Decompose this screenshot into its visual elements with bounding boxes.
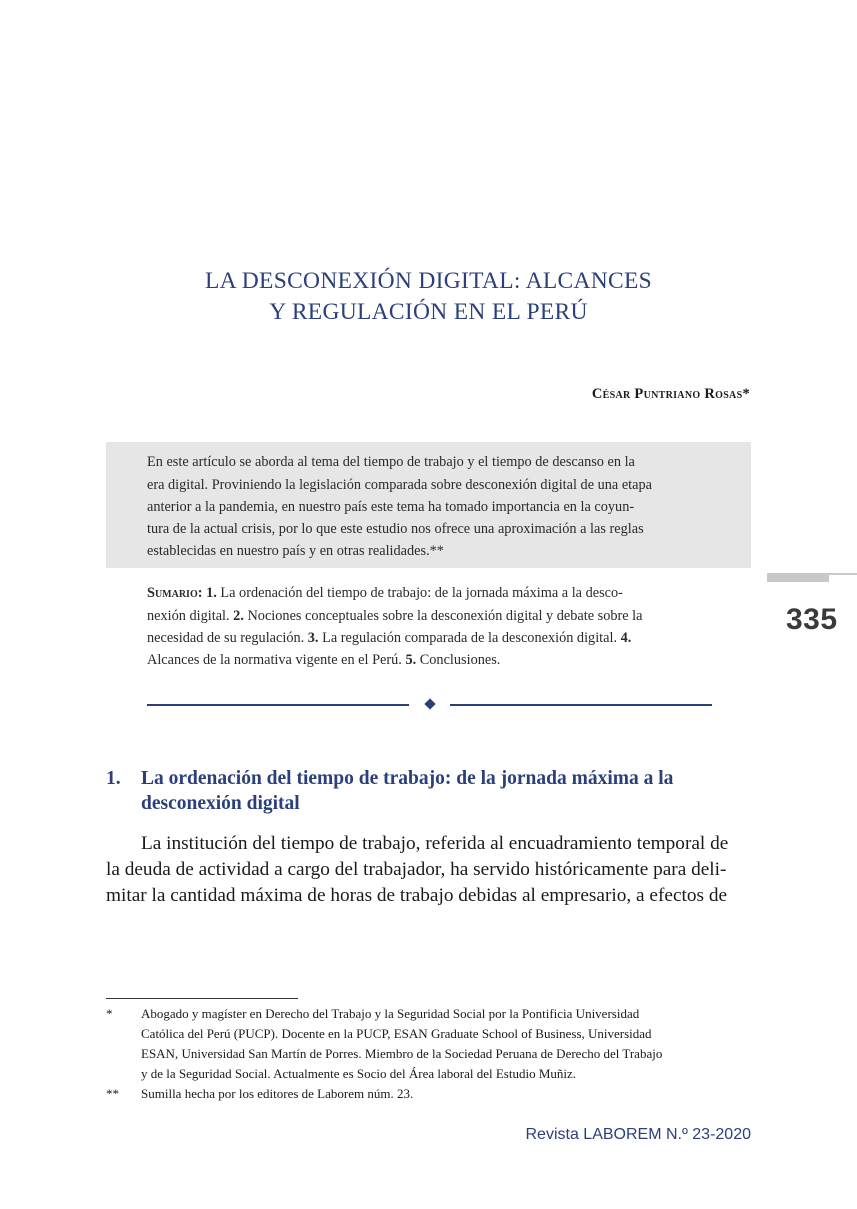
summary-num: 5. [405,652,417,668]
section-heading-line: desconexión digital [141,793,300,814]
abstract-line: tura de la actual crisis, por lo que este estudio nos ofrece una aproximación a las reglas [147,521,644,537]
footnote-line: ESAN, Universidad San Martín de Porres. Miembro de la Sociedad Peruana de Derecho del Trabajo [141,1046,663,1061]
diamond-ornament-icon [424,698,435,709]
author-name: César Puntriano Rosas* [591,386,750,402]
section-heading-line: La ordenación del tiempo de trabajo: de la jornada máxima a la [141,768,674,789]
title-line-2: Y REGULACIÓN EN EL PERÚ [269,299,588,325]
summary-line [147,608,643,625]
summary-num: 1. [206,585,217,601]
page-number: 335 [786,603,838,636]
footnote-mark: * [106,1006,113,1021]
abstract-line: En este artículo se aborda al tema del tiempo de trabajo y el tiempo de descanso en la [147,454,635,470]
abstract-line: era digital. Proviniendo la legislación comparada sobre desconexión digital de una etapa [147,477,652,493]
summary-num: 3. [307,630,319,646]
summary-num: 4. [620,630,632,646]
abstract-line: anterior a la pandemia, en nuestro país este tema ha tomado importancia en la coyun- [147,499,635,515]
summary-text: La regulación comparada de la desconexión digital. [318,630,621,646]
page-tab-bar [767,573,829,582]
summary-line [147,585,623,602]
summary-text: Conclusiones. [416,652,501,668]
abstract-box [106,442,751,568]
body-line: La institución del tiempo de trabajo, referida al encuadramiento temporal de [141,833,729,854]
summary-text: Alcances de la normativa vigente en el Perú. [147,652,406,668]
footnote-rule [106,998,298,999]
summary-text: La ordenación del tiempo de trabajo: de la jornada máxima a la desco- [216,585,623,601]
footnote-line: Sumilla hecha por los editores de Laborem núm. 23. [141,1086,414,1101]
section-number: 1. [106,768,121,789]
summary-text: nexión digital. [147,608,234,624]
divider-right [450,704,712,706]
summary-line [147,652,500,669]
footnote-line: y de la Seguridad Social. Actualmente es Socio del Área laboral del Estudio Muñiz. [141,1066,577,1081]
summary-text: Nociones conceptuales sobre la desconexión digital y debate sobre la [243,608,643,624]
article-title [100,266,757,328]
title-line-1: LA DESCONEXIÓN DIGITAL: ALCANCES [204,268,653,294]
summary-num: 2. [233,608,244,624]
summary-label: Sumario: [147,585,203,601]
body-line: la deuda de actividad a cargo del trabajador, ha servido históricamente para deli- [106,859,727,880]
summary-text: necesidad de su regulación. [147,630,308,646]
footnote-line: Católica del Perú (PUCP). Docente en la PUCP, ESAN Graduate School of Business, Universidad [141,1026,652,1041]
summary-line [147,630,631,647]
footnote-mark: ** [106,1086,119,1101]
abstract-line: establecidas en nuestro país y en otras realidades.** [147,543,444,559]
journal-footer: Revista LABOREM N.º 23-2020 [525,1126,751,1143]
body-line: mitar la cantidad máxima de horas de trabajo debidas al empresario, a efectos de [106,885,728,906]
footnote-line: Abogado y magíster en Derecho del Trabajo y la Seguridad Social por la Pontificia Universidad [141,1006,640,1021]
page-tab-line [829,573,857,575]
divider-left [147,704,409,706]
